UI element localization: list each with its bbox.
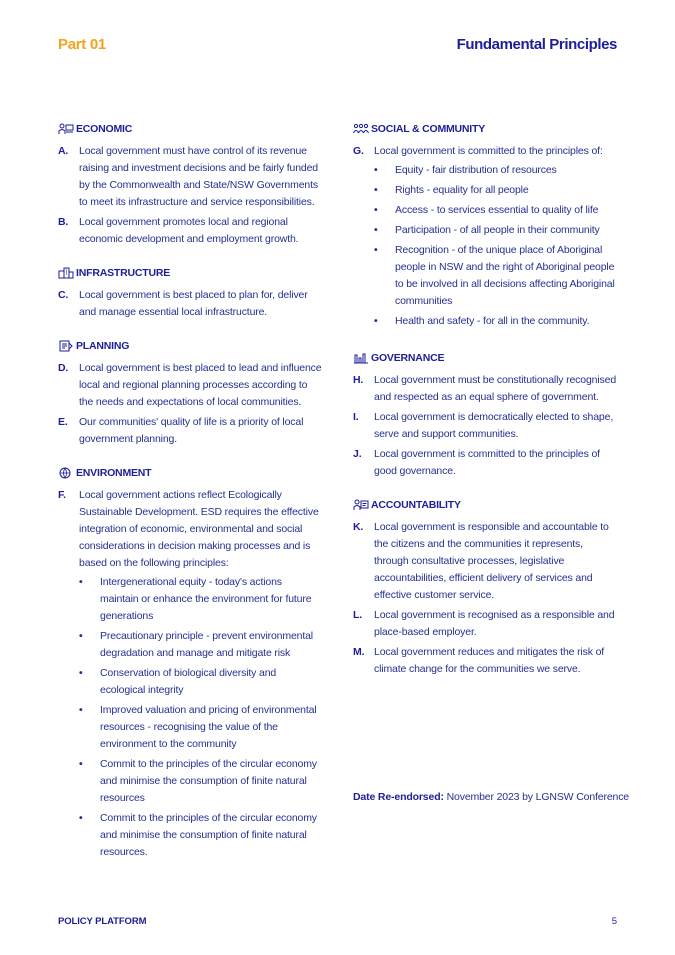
principle-b [58,214,323,248]
bullet-text: Health and safety - for all in the community. [395,315,590,327]
principle-letter: H. [353,374,364,386]
principle-text: Local government is best placed to lead and influence local and regional planning processes according to the needs and expectations of local communities. [79,362,322,408]
footer-title: POLICY PLATFORM [58,916,147,927]
bullet-item [374,242,618,310]
bullet-text: Conservation of biological diversity and ecological integrity [100,667,277,696]
principle-letter: L. [353,609,363,621]
buildings-icon [58,267,74,279]
bullet-dot: • [79,812,83,824]
bullet-text: Equity - fair distribution of resources [395,164,557,176]
bullet-text: Commit to the principles of the circular economy and minimise the consumption of finite natural resources. [100,812,317,858]
bullet-dot: • [374,315,378,327]
page-number: 5 [611,916,617,927]
bullet-text: Participation - of all people in their community [395,224,600,236]
left-column [58,122,323,867]
people-money-icon [58,123,74,135]
date-label: Date Re-endorsed: [353,791,444,803]
bullet-item [79,665,323,699]
principle-letter: F. [58,489,66,501]
bullet-item [374,182,618,199]
principle-letter: D. [58,362,69,374]
principle-bullet-list [374,162,618,330]
blueprint-icon [58,340,74,352]
section-heading-governance [353,351,618,365]
principle-k [353,519,618,604]
principle-a [58,143,323,211]
bullet-item [79,574,323,625]
right-column [353,122,618,681]
bar-chart-icon [353,352,369,364]
bullet-dot: • [374,164,378,176]
bullet-text: Intergenerational equity - today's actions maintain or enhance the environment for future generations [100,576,312,622]
section-heading-infrastructure [58,266,323,280]
principle-text: Local government is best placed to plan for, deliver and manage essential local infrastructure. [79,289,308,318]
bullet-item [374,162,618,179]
principle-text: Local government is democratically elected to shape, serve and support communities. [374,411,614,440]
principle-bullet-list [79,574,323,861]
bullet-dot: • [374,224,378,236]
section-heading-text: PLANNING [76,340,130,352]
section-heading-text: GOVERNANCE [371,352,445,364]
bullet-text: Precautionary principle - prevent environmental degradation and manage and mitigate risk [100,630,313,659]
principle-text: Our communities' quality of life is a priority of local government planning. [79,416,304,445]
principle-text: Local government promotes local and regional economic development and employment growth. [79,216,299,245]
section-heading-text: ECONOMIC [76,123,133,135]
principle-letter: B. [58,216,69,228]
principle-letter: K. [353,521,364,533]
part-label: Part 01 [58,36,106,53]
principle-j [353,446,618,480]
bullet-dot: • [79,758,83,770]
principle-text: Local government is committed to the principles of good governance. [374,448,600,477]
principle-text: Local government is responsible and accountable to the citizens and the communities it represents, through consultative processes, legislative accountabilities, efficient delivery of services and effective customer service. [374,521,609,601]
community-icon [353,123,369,135]
principle-d [58,360,323,411]
bullet-item [79,810,323,861]
bullet-text: Recognition - of the unique place of Aboriginal people in NSW and the right of Aboriginal people to be involved in all decisions affecting Aboriginal communities [395,244,615,307]
principle-f [58,487,323,864]
principle-h [353,372,618,406]
section-heading-text: INFRASTRUCTURE [76,267,171,279]
principle-letter: A. [58,145,69,157]
principle-letter: G. [353,145,364,157]
section-heading-text: ENVIRONMENT [76,467,152,479]
page-title: Fundamental Principles [456,36,617,53]
date-value: November 2023 by LGNSW Conference [446,791,629,803]
section-heading-planning [58,339,323,353]
bullet-item [79,628,323,662]
principle-letter: M. [353,646,365,658]
date-reendorsed [353,791,629,803]
bullet-item [374,202,618,219]
person-card-icon [353,499,369,511]
globe-leaf-icon [58,467,74,479]
principle-text: Local government is committed to the principles of: [374,145,603,157]
principle-c [58,287,323,321]
bullet-item [374,222,618,239]
principle-m [353,644,618,678]
principle-text: Local government actions reflect Ecologically Sustainable Development. ESD requires the effective integration of economic, environmental and social considerations in decision making processes and is based on the following principles: [79,489,319,569]
bullet-item [79,756,323,807]
principle-text: Local government must be constitutionally recognised and respected as an equal sphere of government. [374,374,617,403]
bullet-dot: • [79,667,83,679]
bullet-text: Rights - equality for all people [395,184,529,196]
bullet-dot: • [79,704,83,716]
principle-text: Local government is recognised as a responsible and place-based employer. [374,609,615,638]
principle-g [353,143,618,333]
bullet-dot: • [374,184,378,196]
bullet-text: Access - to services essential to quality of life [395,204,599,216]
bullet-item [79,702,323,753]
bullet-dot: • [79,630,83,642]
bullet-dot: • [374,244,378,256]
principle-letter: J. [353,448,362,460]
principle-i [353,409,618,443]
section-heading-economic [58,122,323,136]
section-heading-environment [58,466,323,480]
section-heading-accountability [353,498,618,512]
principle-l [353,607,618,641]
bullet-text: Improved valuation and pricing of environmental resources - recognising the value of the environment to the community [100,704,317,750]
principle-letter: E. [58,416,68,428]
principle-letter: I. [353,411,359,423]
bullet-dot: • [79,576,83,588]
principle-text: Local government must have control of its revenue raising and investment decisions and be fairly funded by the Commonwealth and State/NSW Governments to meet its infrastructure and service responsibilities. [79,145,318,208]
section-heading-text: SOCIAL & COMMUNITY [371,123,486,135]
bullet-item [374,313,618,330]
principle-letter: C. [58,289,69,301]
bullet-dot: • [374,204,378,216]
section-heading-text: ACCOUNTABILITY [371,499,461,511]
bullet-text: Commit to the principles of the circular economy and minimise the consumption of finite natural resources [100,758,317,804]
principle-e [58,414,323,448]
section-heading-social-community [353,122,618,136]
principle-text: Local government reduces and mitigates the risk of climate change for the communities we serve. [374,646,605,675]
